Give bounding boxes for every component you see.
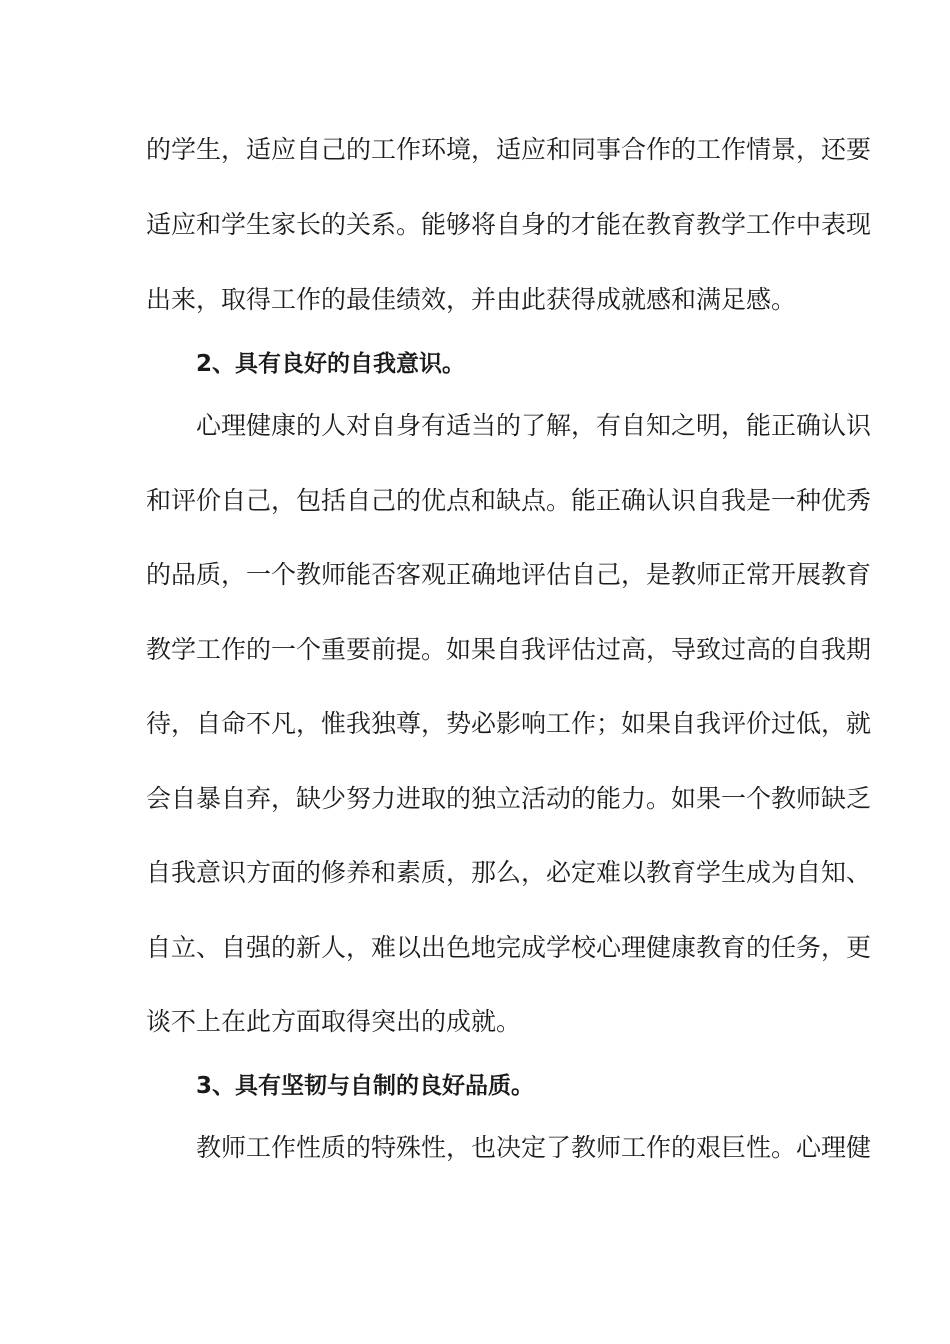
body-text-line: 待，自命不凡，惟我独尊，势必影响工作；如果自我评价过低，就 bbox=[146, 709, 872, 738]
paragraph-first-line: 心理健康的人对自身有适当的了解，有自知之明，能正确认识 bbox=[196, 411, 872, 440]
body-text-line: 教学工作的一个重要前提。如果自我评估过高，导致过高的自我期 bbox=[146, 635, 872, 664]
body-text-line: 会自暴自弃，缺少努力进取的独立活动的能力。如果一个教师缺乏 bbox=[146, 784, 872, 813]
body-text-line: 谈不上在此方面取得突出的成就。 bbox=[146, 1007, 522, 1036]
paragraph-first-line: 教师工作性质的特殊性，也决定了教师工作的艰巨性。心理健 bbox=[196, 1133, 872, 1162]
body-text-line: 和评价自己，包括自己的优点和缺点。能正确认识自我是一种优秀 bbox=[146, 486, 872, 515]
body-text-line: 出来，取得工作的最佳绩效，并由此获得成就感和满足感。 bbox=[146, 285, 797, 314]
section-heading: 2、具有良好的自我意识。 bbox=[196, 351, 466, 377]
body-text-line: 的品质，一个教师能否客观正确地评估自己，是教师正常开展教育 bbox=[146, 560, 872, 589]
body-text-line: 的学生，适应自己的工作环境，适应和同事合作的工作情景，还要 bbox=[146, 135, 872, 164]
body-text-line: 自我意识方面的修养和素质，那么，必定难以教育学生成为自知、 bbox=[146, 858, 872, 887]
body-text-line: 自立、自强的新人，难以出色地完成学校心理健康教育的任务，更 bbox=[146, 933, 872, 962]
body-text-line: 适应和学生家长的关系。能够将自身的才能在教育教学工作中表现 bbox=[146, 210, 872, 239]
section-heading: 3、具有坚韧与自制的良好品质。 bbox=[196, 1073, 535, 1099]
